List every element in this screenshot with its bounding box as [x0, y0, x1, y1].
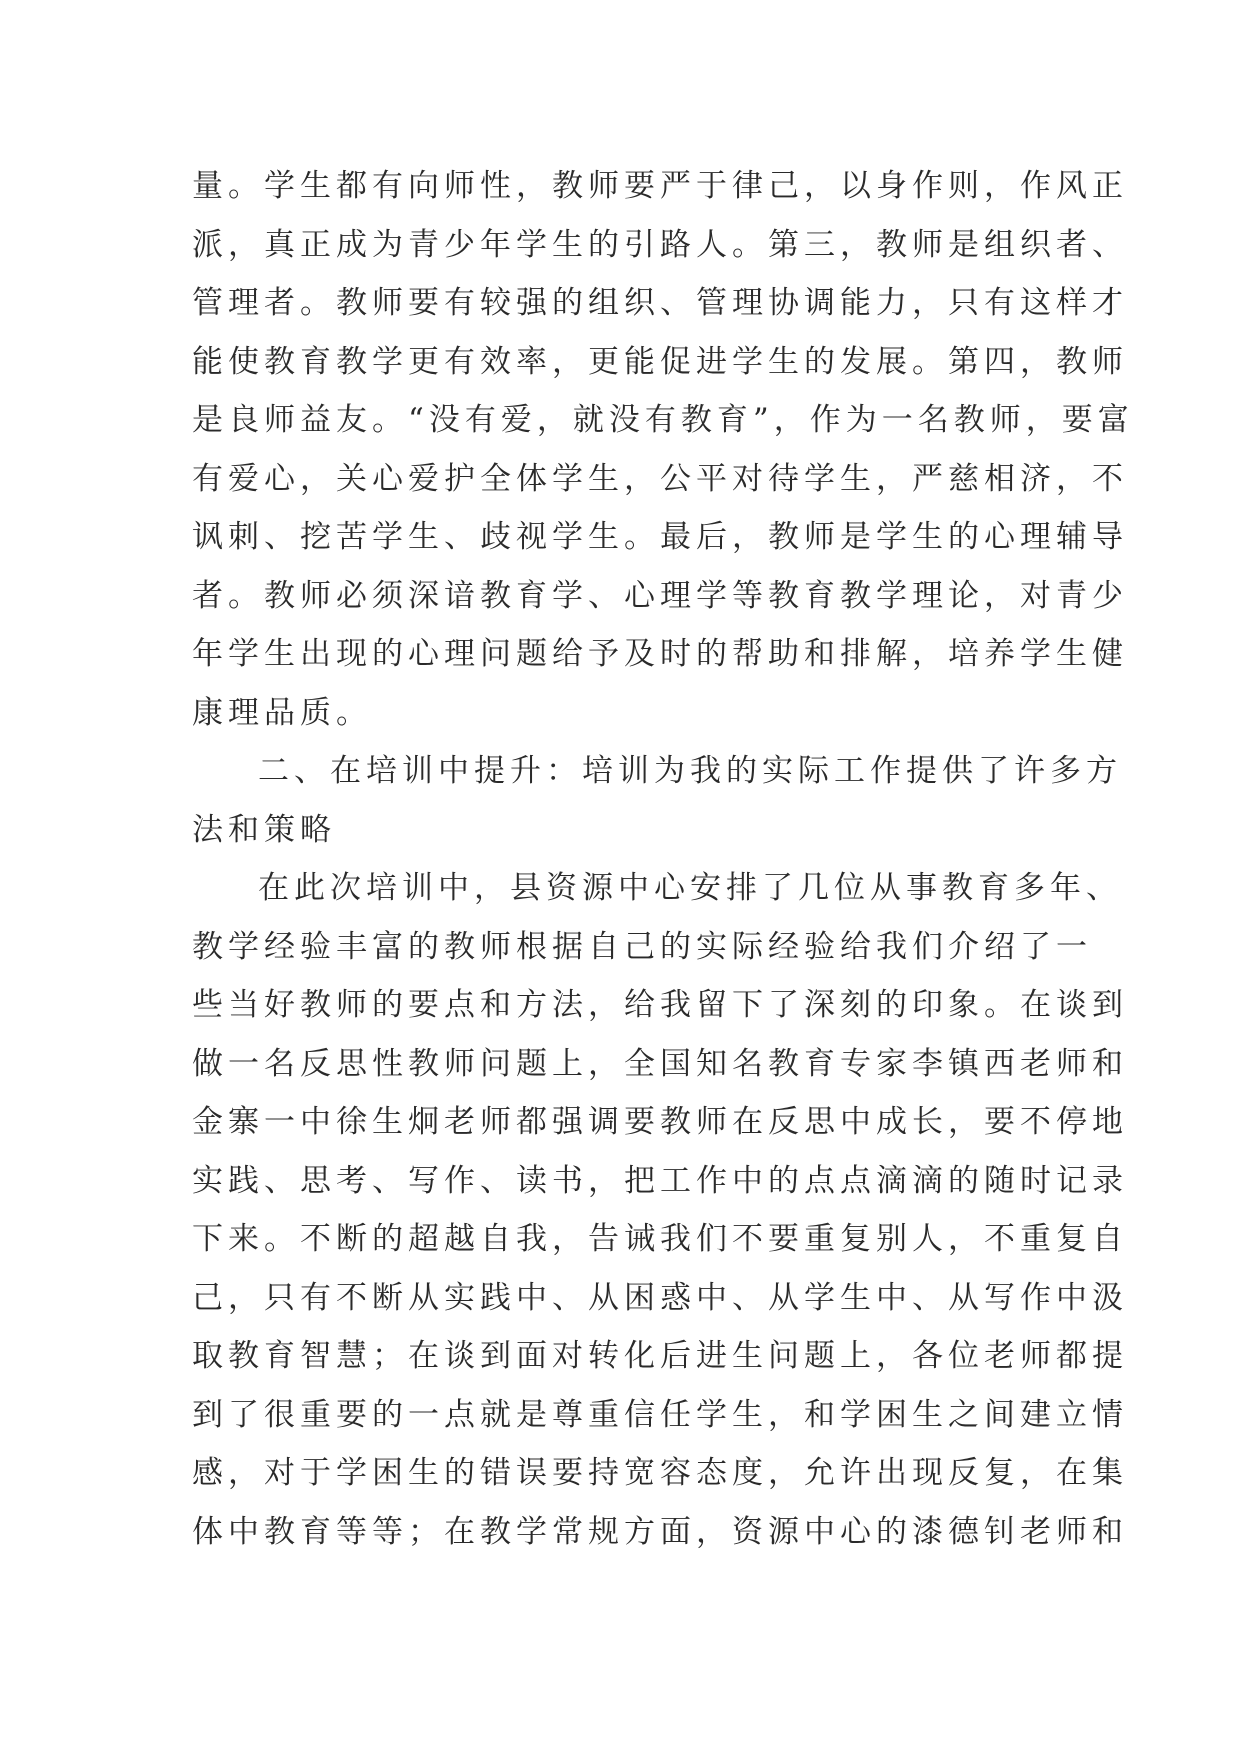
text-line: 己，只有不断从实践中、从困惑中、从学生中、从写作中汲	[192, 1279, 1128, 1316]
text-line: 有爱心，关心爱护全体学生，公平对待学生，严慈相济，不	[192, 460, 1128, 497]
text-line: 是良师益友。“没有爱，就没有教育”，作为一名教师，要富	[192, 402, 1134, 438]
text-line: 讽刺、挖苦学生、歧视学生。最后，教师是学生的心理辅导	[192, 519, 1128, 555]
text-line: 管理者。教师要有较强的组织、管理协调能力，只有这样才	[192, 285, 1128, 321]
text-line: 下来。不断的超越自我，告诫我们不要重复别人，不重复自	[192, 1221, 1128, 1257]
text-line: 康理品质。	[192, 694, 372, 731]
paragraph-start: 在此次培训中，县资源中心安排了几位从事教育多年、	[258, 870, 1122, 906]
text-line: 教学经验丰富的教师根据自己的实际经验给我们介绍了一	[192, 928, 1092, 965]
section-heading-continued: 法和策略	[192, 811, 336, 848]
text-line: 金寨一中徐生炯老师都强调要教师在反思中成长，要不停地	[192, 1104, 1128, 1140]
text-line: 体中教育等等；在教学常规方面，资源中心的漆德钊老师和	[192, 1513, 1128, 1550]
text-line: 派，真正成为青少年学生的引路人。第三，教师是组织者、	[192, 226, 1128, 263]
text-line: 量。学生都有向师性，教师要严于律己，以身作则，作风正	[192, 168, 1128, 204]
text-line: 者。教师必须深谙教育学、心理学等教育教学理论，对青少	[192, 577, 1128, 614]
section-heading: 二、在培训中提升：培训为我的实际工作提供了许多方	[258, 753, 1122, 789]
body-text	[192, 157, 1134, 1561]
text-line: 感，对于学困生的错误要持宽容态度，允许出现反复，在集	[192, 1455, 1128, 1491]
text-line: 能使教育教学更有效率，更能促进学生的发展。第四，教师	[192, 343, 1128, 380]
text-line: 取教育智慧；在谈到面对转化后进生问题上，各位老师都提	[192, 1338, 1128, 1374]
text-line: 到了很重要的一点就是尊重信任学生，和学困生之间建立情	[192, 1396, 1128, 1433]
text-line: 做一名反思性教师问题上，全国知名教育专家李镇西老师和	[192, 1045, 1128, 1082]
text-line: 些当好教师的要点和方法，给我留下了深刻的印象。在谈到	[192, 987, 1128, 1023]
text-line: 实践、思考、写作、读书，把工作中的点点滴滴的随时记录	[192, 1162, 1128, 1199]
text-line: 年学生出现的心理问题给予及时的帮助和排解，培养学生健	[192, 636, 1128, 672]
